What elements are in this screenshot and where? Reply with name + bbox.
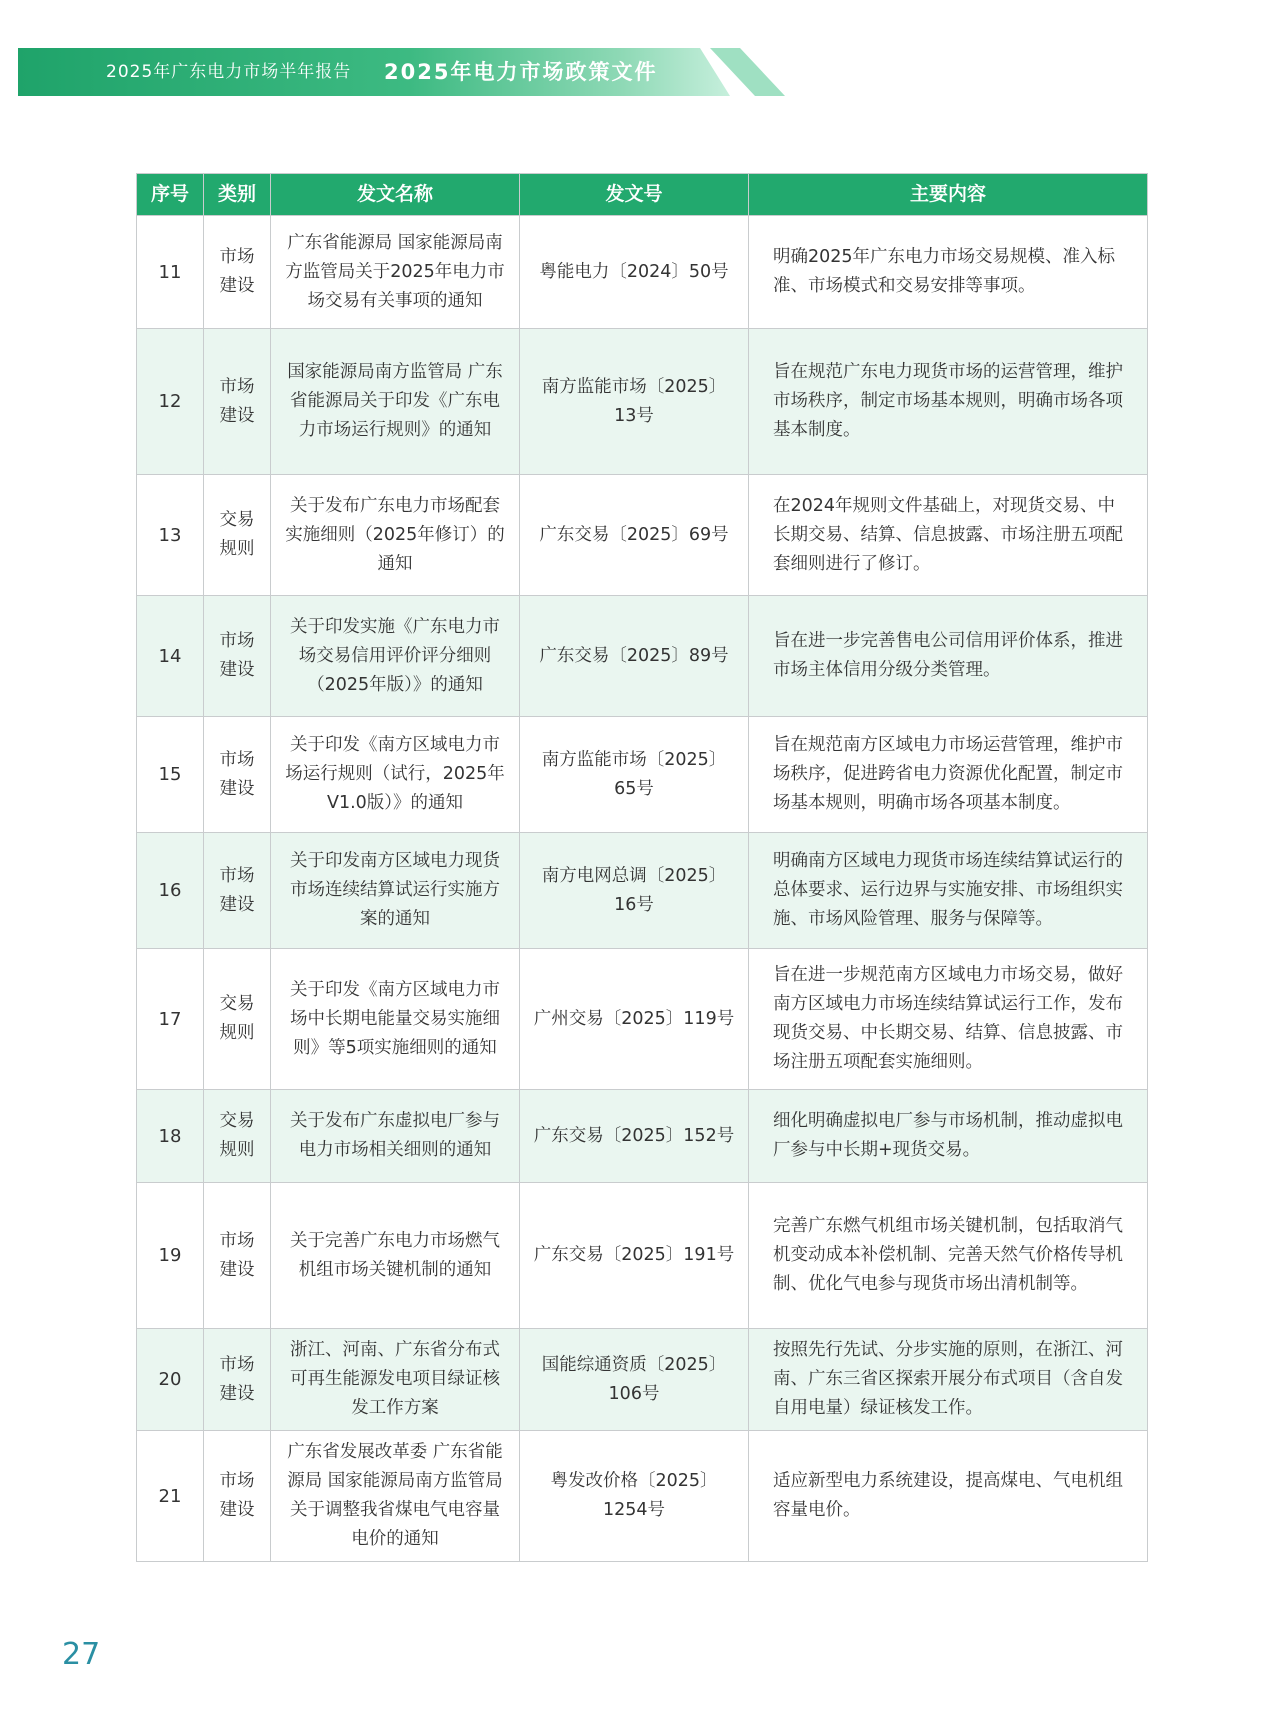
cell-title: 浙江、河南、广东省分布式可再生能源发电项目绿证核发工作方案 bbox=[271, 1329, 520, 1431]
cell-title: 关于发布广东虚拟电厂参与电力市场相关细则的通知 bbox=[271, 1090, 520, 1183]
table-row bbox=[137, 949, 1148, 1090]
cell-number: 19 bbox=[137, 1183, 204, 1329]
cell-number: 18 bbox=[137, 1090, 204, 1183]
column-header-category: 类别 bbox=[204, 174, 271, 216]
cell-content: 旨在规范南方区域电力市场运营管理，维护市场秩序，促进跨省电力资源优化配置，制定市场基本规则，明确市场各项基本制度。 bbox=[749, 717, 1148, 833]
cell-document-number: 粤发改价格〔2025〕1254号 bbox=[520, 1431, 749, 1562]
cell-document-number: 南方电网总调〔2025〕16号 bbox=[520, 833, 749, 949]
report-name: 2025年广东电力市场半年报告 bbox=[106, 62, 352, 82]
column-header-content: 主要内容 bbox=[749, 174, 1148, 216]
cell-title: 关于发布广东电力市场配套实施细则（2025年修订）的通知 bbox=[271, 475, 520, 596]
cell-category: 市场 建设 bbox=[204, 833, 271, 949]
cell-document-number: 广东交易〔2025〕191号 bbox=[520, 1183, 749, 1329]
page-number: 27 bbox=[62, 1637, 101, 1672]
table-row bbox=[137, 329, 1148, 475]
cell-title: 关于印发南方区域电力现货市场连续结算试运行实施方案的通知 bbox=[271, 833, 520, 949]
cell-category: 市场 建设 bbox=[204, 1183, 271, 1329]
cell-content: 旨在规范广东电力现货市场的运营管理，维护市场秩序，制定市场基本规则，明确市场各项基本制度。 bbox=[749, 329, 1148, 475]
cell-category: 交易 规则 bbox=[204, 475, 271, 596]
table-row bbox=[137, 717, 1148, 833]
cell-category: 市场 建设 bbox=[204, 717, 271, 833]
policy-table bbox=[136, 173, 1148, 1562]
column-header-document-number: 发文号 bbox=[520, 174, 749, 216]
table-row bbox=[137, 833, 1148, 949]
cell-title: 关于印发《南方区域电力市场运行规则（试行，2025年V1.0版）》的通知 bbox=[271, 717, 520, 833]
table-row bbox=[137, 216, 1148, 329]
cell-title: 关于印发《南方区域电力市场中长期电能量交易实施细则》等5项实施细则的通知 bbox=[271, 949, 520, 1090]
cell-number: 21 bbox=[137, 1431, 204, 1562]
cell-document-number: 广东交易〔2025〕69号 bbox=[520, 475, 749, 596]
cell-document-number: 广东交易〔2025〕152号 bbox=[520, 1090, 749, 1183]
table-row bbox=[137, 596, 1148, 717]
cell-category: 市场 建设 bbox=[204, 329, 271, 475]
cell-content: 完善广东燃气机组市场关键机制，包括取消气机变动成本补偿机制、完善天然气价格传导机制、优化气电参与现货市场出清机制等。 bbox=[749, 1183, 1148, 1329]
cell-number: 14 bbox=[137, 596, 204, 717]
cell-content: 明确2025年广东电力市场交易规模、准入标准、市场模式和交易安排等事项。 bbox=[749, 216, 1148, 329]
table-row bbox=[137, 1329, 1148, 1431]
cell-title: 广东省能源局 国家能源局南方监管局关于2025年电力市场交易有关事项的通知 bbox=[271, 216, 520, 329]
cell-category: 市场 建设 bbox=[204, 1431, 271, 1562]
cell-number: 12 bbox=[137, 329, 204, 475]
cell-category: 市场 建设 bbox=[204, 216, 271, 329]
cell-document-number: 广东交易〔2025〕89号 bbox=[520, 596, 749, 717]
cell-content: 旨在进一步规范南方区域电力市场交易，做好南方区域电力市场连续结算试运行工作，发布现货交易、中长期交易、结算、信息披露、市场注册五项配套实施细则。 bbox=[749, 949, 1148, 1090]
cell-document-number: 南方监能市场〔2025〕13号 bbox=[520, 329, 749, 475]
cell-number: 13 bbox=[137, 475, 204, 596]
cell-title: 关于完善广东电力市场燃气机组市场关键机制的通知 bbox=[271, 1183, 520, 1329]
table-row bbox=[137, 1090, 1148, 1183]
cell-content: 旨在进一步完善售电公司信用评价体系，推进市场主体信用分级分类管理。 bbox=[749, 596, 1148, 717]
cell-content: 按照先行先试、分步实施的原则，在浙江、河南、广东三省区探索开展分布式项目（含自发自用电量）绿证核发工作。 bbox=[749, 1329, 1148, 1431]
table-row bbox=[137, 475, 1148, 596]
cell-number: 16 bbox=[137, 833, 204, 949]
cell-content: 细化明确虚拟电厂参与市场机制，推动虚拟电厂参与中长期+现货交易。 bbox=[749, 1090, 1148, 1183]
cell-category: 交易 规则 bbox=[204, 949, 271, 1090]
cell-document-number: 广州交易〔2025〕119号 bbox=[520, 949, 749, 1090]
cell-document-number: 粤能电力〔2024〕50号 bbox=[520, 216, 749, 329]
table-header-row bbox=[137, 174, 1148, 216]
cell-number: 20 bbox=[137, 1329, 204, 1431]
cell-category: 交易 规则 bbox=[204, 1090, 271, 1183]
table-row bbox=[137, 1183, 1148, 1329]
cell-category: 市场 建设 bbox=[204, 596, 271, 717]
cell-number: 15 bbox=[137, 717, 204, 833]
cell-content: 明确南方区域电力现货市场连续结算试运行的总体要求、运行边界与实施安排、市场组织实施、市场风险管理、服务与保障等。 bbox=[749, 833, 1148, 949]
cell-content: 在2024年规则文件基础上，对现货交易、中长期交易、结算、信息披露、市场注册五项配套细则进行了修订。 bbox=[749, 475, 1148, 596]
cell-title: 关于印发实施《广东电力市场交易信用评价评分细则（2025年版）》的通知 bbox=[271, 596, 520, 717]
cell-content: 适应新型电力系统建设，提高煤电、气电机组容量电价。 bbox=[749, 1431, 1148, 1562]
column-header-number: 序号 bbox=[137, 174, 204, 216]
cell-document-number: 国能综通资质〔2025〕106号 bbox=[520, 1329, 749, 1431]
cell-title: 广东省发展改革委 广东省能源局 国家能源局南方监管局关于调整我省煤电气电容量电价的通知 bbox=[271, 1431, 520, 1562]
cell-category: 市场 建设 bbox=[204, 1329, 271, 1431]
table-row bbox=[137, 1431, 1148, 1562]
cell-number: 11 bbox=[137, 216, 204, 329]
cell-document-number: 南方监能市场〔2025〕65号 bbox=[520, 717, 749, 833]
cell-number: 17 bbox=[137, 949, 204, 1090]
section-title: 2025年电力市场政策文件 bbox=[384, 60, 658, 84]
column-header-title: 发文名称 bbox=[271, 174, 520, 216]
cell-title: 国家能源局南方监管局 广东省能源局关于印发《广东电力市场运行规则》的通知 bbox=[271, 329, 520, 475]
